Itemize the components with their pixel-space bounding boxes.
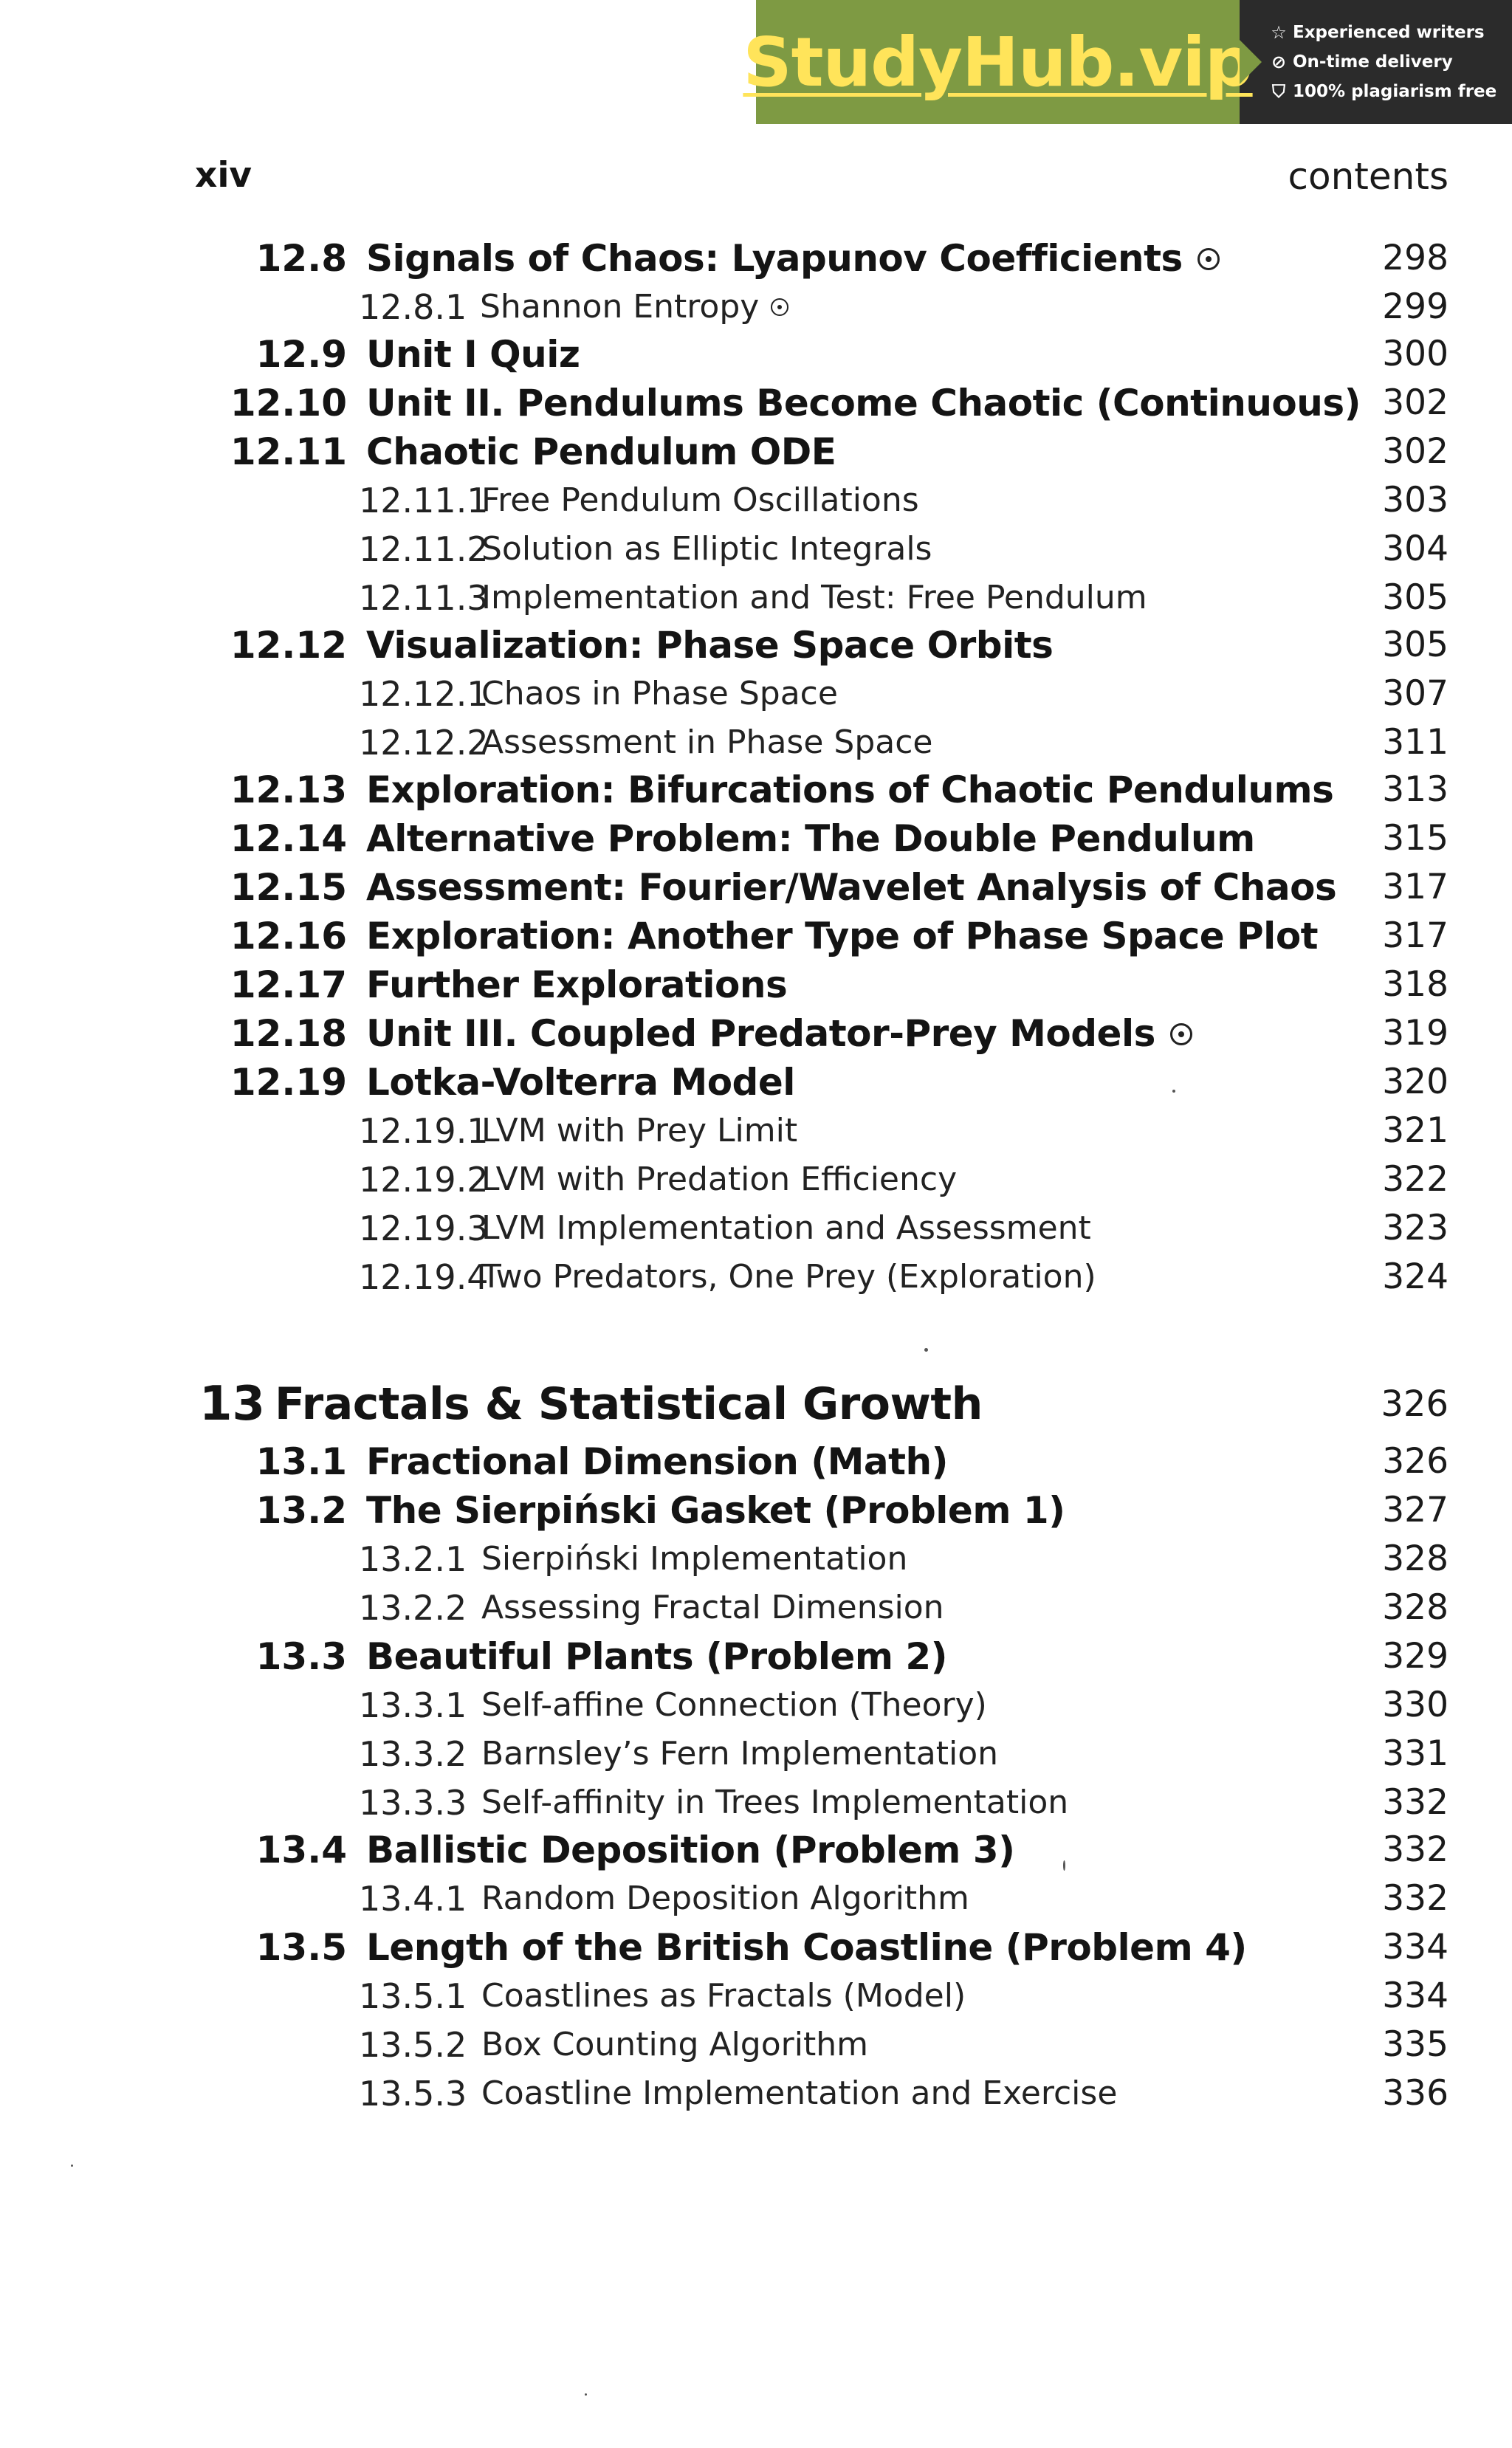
banner-arrow-shape bbox=[1240, 40, 1262, 84]
toc-entry[interactable] bbox=[0, 1779, 1512, 1826]
toc-entry[interactable] bbox=[0, 1973, 1512, 2020]
toc-entry[interactable] bbox=[0, 379, 1512, 427]
toc-title: Random Deposition Algorithm bbox=[481, 1880, 969, 1917]
toc-title: Barnsley’s Fern Implementation bbox=[481, 1735, 999, 1773]
star-icon: ☆ bbox=[1271, 22, 1287, 43]
toc-entry[interactable] bbox=[0, 912, 1512, 960]
banner-logo-panel[interactable] bbox=[743, 0, 1253, 124]
toc-page: 319 bbox=[1382, 1013, 1449, 1053]
toc-entry[interactable] bbox=[0, 1536, 1512, 1583]
toc-number: 12.10 bbox=[230, 382, 347, 424]
toc-title: Fractional Dimension (Math) bbox=[366, 1440, 948, 1483]
banner-feature-text: On-time delivery bbox=[1293, 52, 1453, 72]
toc-entry[interactable] bbox=[0, 331, 1512, 378]
toc-title bbox=[480, 283, 788, 331]
toc-title: Free Pendulum Oscillations bbox=[481, 481, 919, 519]
toc-number: 12.11 bbox=[230, 430, 347, 473]
toc-title: Assessing Fractal Dimension bbox=[481, 1589, 944, 1626]
toc-entry[interactable] bbox=[0, 1010, 1512, 1057]
toc-number: 12.19.3 bbox=[359, 1208, 489, 1248]
toc-title: Chaotic Pendulum ODE bbox=[366, 430, 836, 473]
toc-title: Chaos in Phase Space bbox=[481, 675, 838, 712]
toc-number: 13.3.1 bbox=[359, 1685, 467, 1725]
toc-title: Solution as Elliptic Integrals bbox=[481, 530, 932, 568]
toc-number: 12.11.3 bbox=[359, 578, 489, 618]
toc-page: 327 bbox=[1382, 1490, 1449, 1530]
toc-title-text: Unit III. Coupled Predator-Prey Models bbox=[366, 1012, 1155, 1055]
chapter-number: 13 bbox=[199, 1377, 266, 1431]
toc-number: 12.11.2 bbox=[359, 529, 489, 569]
toc-title: Implementation and Test: Free Pendulum bbox=[481, 579, 1147, 616]
toc-page: 322 bbox=[1382, 1159, 1449, 1200]
toc-page: 304 bbox=[1382, 529, 1449, 569]
toc-number: 12.19.4 bbox=[359, 1257, 489, 1297]
toc-page: 300 bbox=[1382, 334, 1449, 374]
toc-title bbox=[366, 235, 1220, 282]
toc-page: 307 bbox=[1382, 673, 1449, 714]
toc-number: 12.17 bbox=[230, 963, 347, 1006]
toc-title: Assessment: Fourier/Wavelet Analysis of Chaos bbox=[366, 866, 1337, 909]
toc-title: Assessment in Phase Space bbox=[481, 723, 933, 761]
toc-entry[interactable] bbox=[0, 1254, 1512, 1301]
toc-title: Alternative Problem: The Double Pendulum bbox=[366, 817, 1255, 860]
toc-entry[interactable] bbox=[0, 719, 1512, 766]
toc-title: Further Explorations bbox=[366, 963, 788, 1006]
toc-page: 320 bbox=[1382, 1062, 1449, 1102]
toc-entry[interactable] bbox=[0, 477, 1512, 524]
toc-number: 13.4 bbox=[255, 1829, 347, 1871]
toc-page: 313 bbox=[1382, 769, 1449, 810]
toc-number: 13.5.2 bbox=[359, 2025, 467, 2065]
toc-number: 12.18 bbox=[230, 1012, 347, 1055]
banner-logo[interactable]: StudyHub.vip bbox=[743, 22, 1253, 102]
toc-number: 12.8.1 bbox=[359, 287, 467, 327]
scan-speck bbox=[1063, 1860, 1065, 1871]
toc-entry[interactable] bbox=[0, 1826, 1512, 1874]
banner-feature-plagiarism bbox=[1269, 81, 1512, 102]
toc-title: Beautiful Plants (Problem 2) bbox=[366, 1635, 947, 1678]
toc-page: 317 bbox=[1382, 915, 1449, 956]
toc-page: 318 bbox=[1382, 964, 1449, 1005]
toc-page: 332 bbox=[1382, 1829, 1449, 1870]
toc-entry[interactable] bbox=[0, 1924, 1512, 1971]
toc-entry[interactable] bbox=[0, 1438, 1512, 1485]
toc-page: 324 bbox=[1382, 1256, 1449, 1297]
toc-entry[interactable] bbox=[0, 574, 1512, 622]
toc-page: 302 bbox=[1382, 382, 1449, 423]
toc-title: LVM with Predation Efficiency bbox=[481, 1161, 958, 1198]
toc-title: Exploration: Another Type of Phase Space Plot bbox=[366, 915, 1319, 957]
watermark-banner[interactable] bbox=[743, 0, 1512, 124]
scan-speck bbox=[1172, 1090, 1175, 1093]
scan-speck bbox=[585, 2393, 587, 2396]
toc-page: 328 bbox=[1382, 1587, 1449, 1628]
circled-dot-icon bbox=[1170, 1023, 1192, 1045]
toc-page: 331 bbox=[1382, 1733, 1449, 1774]
toc-entry[interactable] bbox=[0, 766, 1512, 814]
toc-title: Length of the British Coastline (Problem 4) bbox=[366, 1926, 1247, 1969]
toc-title: Self-affine Connection (Theory) bbox=[481, 1686, 987, 1724]
toc-page: 315 bbox=[1382, 818, 1449, 859]
toc-page: 321 bbox=[1382, 1110, 1449, 1151]
toc-title: Coastlines as Fractals (Model) bbox=[481, 1977, 966, 2015]
chapter-title: Fractals & Statistical Growth bbox=[275, 1378, 983, 1430]
toc-number: 13.5.3 bbox=[359, 2074, 467, 2114]
toc-number: 13.3.3 bbox=[359, 1783, 467, 1823]
toc-number: 12.19.1 bbox=[359, 1111, 489, 1151]
toc-number: 12.11.1 bbox=[359, 481, 489, 520]
toc-page: 330 bbox=[1382, 1685, 1449, 1725]
toc-entry[interactable] bbox=[0, 1059, 1512, 1106]
toc-page: 305 bbox=[1382, 577, 1449, 618]
toc-entry[interactable] bbox=[0, 1487, 1512, 1534]
scan-speck bbox=[924, 1348, 928, 1352]
shield-icon: ⛉ bbox=[1272, 81, 1285, 102]
toc-title-text: Signals of Chaos: Lyapunov Coefficients bbox=[366, 237, 1183, 280]
circled-dot-icon bbox=[1197, 248, 1220, 270]
toc-number: 12.15 bbox=[230, 866, 347, 909]
toc-entry[interactable] bbox=[0, 1875, 1512, 1922]
toc-title: Two Predators, One Prey (Exploration) bbox=[481, 1258, 1096, 1296]
toc-page: 332 bbox=[1382, 1782, 1449, 1823]
toc-number: 13.2.1 bbox=[359, 1539, 467, 1579]
toc-entry[interactable] bbox=[0, 1730, 1512, 1778]
toc-page: 329 bbox=[1382, 1636, 1449, 1677]
banner-feature-text: Experienced writers bbox=[1293, 23, 1485, 42]
toc-chapter[interactable] bbox=[0, 1378, 1512, 1431]
toc-title: Unit II. Pendulums Become Chaotic (Continuous) bbox=[366, 382, 1361, 424]
toc-title bbox=[366, 1010, 1192, 1057]
toc-page: 334 bbox=[1382, 1976, 1449, 2016]
toc-number: 12.16 bbox=[230, 915, 347, 957]
toc-number: 13.5 bbox=[255, 1926, 347, 1969]
banner-feature-text: 100% plagiarism free bbox=[1293, 82, 1497, 101]
toc-number: 12.12.1 bbox=[359, 674, 489, 714]
toc-number: 13.5.1 bbox=[359, 1976, 467, 2016]
banner-features bbox=[1240, 0, 1512, 124]
toc-page: 326 bbox=[1381, 1383, 1449, 1425]
toc-number: 12.14 bbox=[230, 817, 347, 860]
toc-number: 12.19 bbox=[230, 1061, 347, 1104]
toc-page: 335 bbox=[1382, 2024, 1449, 2065]
toc-entry[interactable] bbox=[0, 1682, 1512, 1729]
toc-number: 13.4.1 bbox=[359, 1879, 467, 1919]
toc-entry[interactable] bbox=[0, 1156, 1512, 1203]
circled-dot-icon bbox=[771, 298, 788, 316]
toc-entry[interactable] bbox=[0, 526, 1512, 573]
toc-number: 13.3 bbox=[255, 1635, 347, 1678]
banner-feature-delivery bbox=[1269, 52, 1512, 72]
toc-page: 303 bbox=[1382, 480, 1449, 520]
toc-page: 334 bbox=[1382, 1927, 1449, 1967]
toc-title-text: Shannon Entropy bbox=[480, 288, 760, 326]
toc-number: 12.9 bbox=[255, 333, 347, 376]
toc-number: 13.2.2 bbox=[359, 1588, 467, 1628]
toc-entry[interactable] bbox=[0, 815, 1512, 862]
toc-title: Exploration: Bifurcations of Chaotic Pendulums bbox=[366, 769, 1334, 811]
toc-page: 317 bbox=[1382, 867, 1449, 907]
toc-page: 305 bbox=[1382, 625, 1449, 665]
toc-page: 299 bbox=[1382, 286, 1449, 327]
toc-number: 12.12 bbox=[230, 624, 347, 667]
toc-entry[interactable] bbox=[0, 864, 1512, 911]
running-title: contents bbox=[1288, 155, 1449, 198]
toc-title: Visualization: Phase Space Orbits bbox=[366, 624, 1054, 667]
toc-title: Coastline Implementation and Exercise bbox=[481, 2074, 1118, 2112]
banner-feature-writers bbox=[1269, 22, 1512, 43]
toc-entry[interactable] bbox=[0, 1107, 1512, 1155]
toc-title: Ballistic Deposition (Problem 3) bbox=[366, 1829, 1015, 1871]
toc-number: 13.1 bbox=[255, 1440, 347, 1483]
toc-page: 311 bbox=[1382, 722, 1449, 763]
clock-icon: ⊘ bbox=[1271, 52, 1287, 72]
toc-number: 13.3.2 bbox=[359, 1734, 467, 1774]
toc-entry[interactable] bbox=[0, 670, 1512, 718]
toc-title: The Sierpiński Gasket (Problem 1) bbox=[366, 1489, 1065, 1532]
toc-entry[interactable] bbox=[0, 283, 1512, 331]
toc-entry[interactable] bbox=[0, 428, 1512, 475]
toc-title: Box Counting Algorithm bbox=[481, 2026, 868, 2063]
toc-number: 12.13 bbox=[230, 769, 347, 811]
toc-page: 336 bbox=[1382, 2073, 1449, 2114]
toc-page: 328 bbox=[1382, 1538, 1449, 1579]
toc-title: LVM Implementation and Assessment bbox=[481, 1209, 1091, 1247]
toc-entry[interactable] bbox=[0, 1584, 1512, 1632]
toc-page: 298 bbox=[1382, 238, 1449, 278]
toc-title: Self-affinity in Trees Implementation bbox=[481, 1784, 1069, 1821]
toc-entry[interactable] bbox=[0, 235, 1512, 282]
toc-title: Unit I Quiz bbox=[366, 333, 580, 376]
toc-entry[interactable] bbox=[0, 1633, 1512, 1680]
toc-page: 326 bbox=[1382, 1441, 1449, 1482]
toc-number: 12.8 bbox=[255, 237, 347, 280]
toc-entry[interactable] bbox=[0, 2021, 1512, 2069]
toc-page: 332 bbox=[1382, 1878, 1449, 1919]
toc-entry[interactable] bbox=[0, 2070, 1512, 2117]
page-number: xiv bbox=[195, 155, 252, 196]
toc-number: 13.2 bbox=[255, 1489, 347, 1532]
toc-entry[interactable] bbox=[0, 622, 1512, 669]
toc-number: 12.12.2 bbox=[359, 723, 489, 763]
toc-page: 302 bbox=[1382, 431, 1449, 472]
toc-title: LVM with Prey Limit bbox=[481, 1112, 798, 1149]
toc-title: Sierpiński Implementation bbox=[481, 1540, 908, 1578]
toc-title: Lotka-Volterra Model bbox=[366, 1061, 795, 1104]
toc-entry[interactable] bbox=[0, 961, 1512, 1008]
toc-number: 12.19.2 bbox=[359, 1160, 489, 1200]
scan-speck bbox=[71, 2165, 73, 2167]
toc-page: 323 bbox=[1382, 1208, 1449, 1248]
toc-entry[interactable] bbox=[0, 1205, 1512, 1252]
